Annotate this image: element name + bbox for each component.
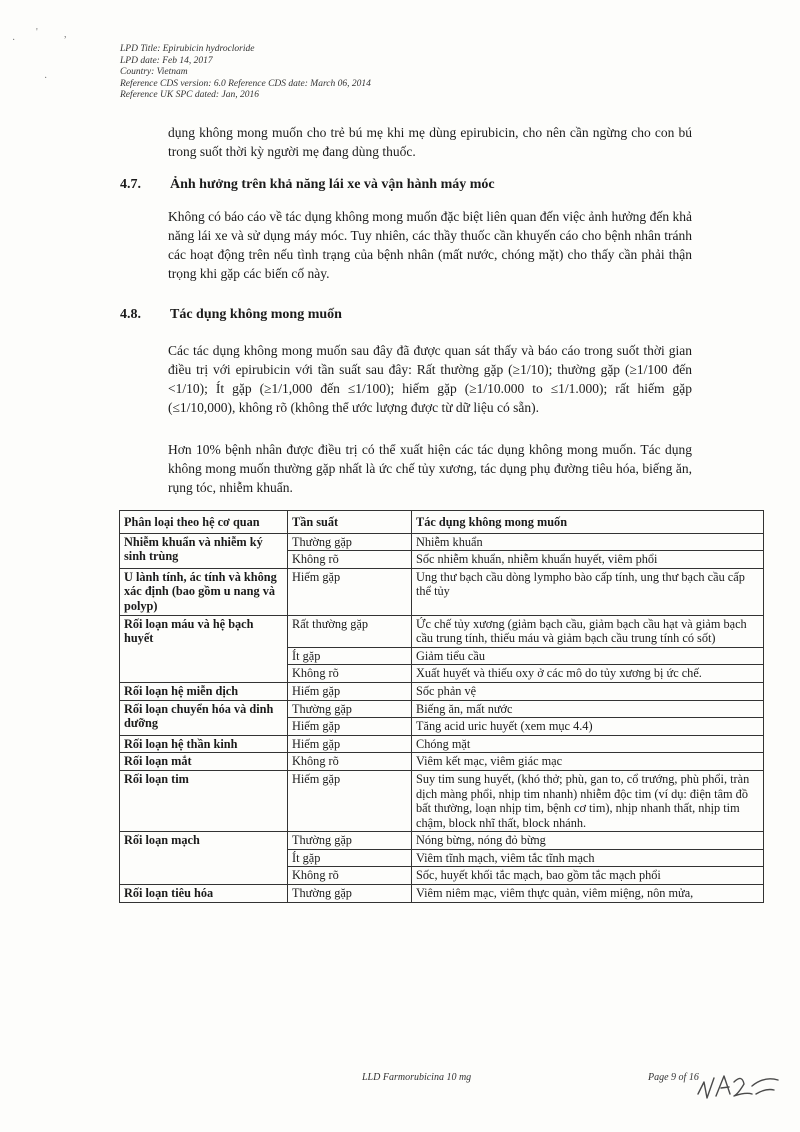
organ-class-cell: Rối loạn tiêu hóa <box>120 885 288 903</box>
organ-class-cell: Rối loạn mắt <box>120 753 288 771</box>
section-4-7-body: Không có báo cáo về tác dụng không mong muốn đặc biệt liên quan đến việc ảnh hưởng đến khả năng lái xe và sử dụng máy móc. Tuy nhiên, các thầy thuốc cần khuyến cáo cho bệnh nhân tránh các hoạt động trên nếu tình trạng của bệnh nhân (mất nước, chóng mặt) cho thấy cần phải thận trọng khi gặp các biến cố này. <box>168 209 692 281</box>
handwritten-signature-icon <box>694 1068 782 1104</box>
frequency-cell: Không rõ <box>288 665 412 683</box>
adverse-effects-table <box>119 510 764 903</box>
frequency-cell: Hiếm gặp <box>288 735 412 753</box>
header-line: Reference UK SPC dated: Jan, 2016 <box>120 90 259 100</box>
document-header <box>120 44 371 102</box>
table-row <box>120 735 764 753</box>
effect-cell: Sốc, huyết khối tắc mạch, bao gồm tắc mạch phổi <box>412 867 764 885</box>
organ-class-cell: Rối loạn hệ miễn dịch <box>120 682 288 700</box>
frequency-cell: Thường gặp <box>288 832 412 850</box>
section-number: 4.7. <box>120 177 141 192</box>
scan-mark: · <box>44 73 48 84</box>
scan-mark: · <box>12 35 16 46</box>
effect-cell: Tăng acid uric huyết (xem mục 4.4) <box>412 718 764 736</box>
table-row <box>120 533 764 551</box>
effect-cell: Sốc nhiễm khuẩn, nhiễm khuẩn huyết, viêm phổi <box>412 551 764 569</box>
section-number: 4.8. <box>120 307 141 322</box>
effect-cell: Viêm niêm mạc, viêm thực quản, viêm miệng, nôn mửa, <box>412 885 764 903</box>
organ-class-cell: Rối loạn hệ thần kinh <box>120 735 288 753</box>
frequency-cell: Hiếm gặp <box>288 770 412 831</box>
effect-cell: Viêm kết mạc, viêm giác mạc <box>412 753 764 771</box>
frequency-cell: Hiếm gặp <box>288 682 412 700</box>
table-row <box>120 885 764 903</box>
effect-cell: Giảm tiểu cầu <box>412 647 764 665</box>
section-4-8-body-2: Hơn 10% bệnh nhân được điều trị có thể xuất hiện các tác dụng không mong muốn. Tác dụng không mong muốn thường gặp nhất là ức chế tủy xương, tác dụng phụ đường tiêu hóa, biếng ăn, rụng tóc, nhiễm khuẩn. <box>168 442 692 495</box>
table-row <box>120 753 764 771</box>
section-heading-4-8 <box>120 306 342 324</box>
frequency-cell: Không rõ <box>288 753 412 771</box>
scan-mark: , <box>64 29 67 40</box>
header-line: LPD date: Feb 14, 2017 <box>120 55 213 66</box>
frequency-cell: Thường gặp <box>288 533 412 551</box>
organ-class-cell: Rối loạn mạch <box>120 832 288 885</box>
effect-cell: Viêm tĩnh mạch, viêm tắc tĩnh mạch <box>412 849 764 867</box>
frequency-cell: Thường gặp <box>288 885 412 903</box>
column-header-effect: Tác dụng không mong muốn <box>412 511 764 534</box>
effect-cell: Xuất huyết và thiếu oxy ở các mô do tủy xương bị ức chế. <box>412 665 764 683</box>
footer-page-number: Page 9 of 16 <box>648 1072 699 1083</box>
effect-cell: Suy tim sung huyết, (khó thở; phù, gan to, cổ trướng, phù phổi, tràn dịch màng phổi, nhịp tim nhanh) nhiễm độc tim (ví dụ: điện tâm đồ bất thường, loạn nhịp tim, bệnh cơ tim), nhịp nhanh thất, nhịp tim chậm, block nhĩ thất, block nhánh. <box>412 770 764 831</box>
table-row <box>120 682 764 700</box>
section-heading-4-7 <box>120 176 495 194</box>
column-header-frequency: Tần suất <box>288 511 412 534</box>
effect-cell: Nóng bừng, nóng đỏ bừng <box>412 832 764 850</box>
frequency-cell: Hiếm gặp <box>288 568 412 615</box>
table-row <box>120 832 764 850</box>
header-line: Reference CDS version: 6.0 Reference CDS date: March 06, 2014 <box>120 78 371 89</box>
frequency-cell: Ít gặp <box>288 849 412 867</box>
table-row <box>120 700 764 718</box>
frequency-cell: Rất thường gặp <box>288 615 412 647</box>
intro-paragraph: dụng không mong muốn cho trẻ bú mẹ khi mẹ dùng epirubicin, cho nên cần ngừng cho con bú trong suốt thời kỳ người mẹ đang dùng thuốc. <box>168 125 692 159</box>
section-title: Ảnh hưởng trên khả năng lái xe và vận hành máy móc <box>170 177 495 192</box>
frequency-cell: Ít gặp <box>288 647 412 665</box>
organ-class-cell: Rối loạn máu và hệ bạch huyết <box>120 615 288 682</box>
scan-mark: ' <box>36 27 38 38</box>
header-line: Country: Vietnam <box>120 67 188 77</box>
column-header-organ: Phân loại theo hệ cơ quan <box>120 511 288 534</box>
section-4-8-body-1: Các tác dụng không mong muốn sau đây đã được quan sát thấy và báo cáo trong suốt thời gian điều trị với epirubicin với tần suất sau đây: Rất thường gặp (≥1/10); thường gặp (≥1/100 đến <1/10); Ít gặp (≥1/1,000 đến ≤1/100); hiếm gặp (≥1/10.000 to ≤1/1.000); rất hiếm gặp (≤1/10,000), không rõ (không thể ước lượng được từ dữ liệu có sẵn). <box>168 343 692 415</box>
section-title: Tác dụng không mong muốn <box>170 307 342 322</box>
effect-cell: Ung thư bạch cầu dòng lympho bào cấp tính, ung thư bạch cầu cấp thể tủy <box>412 568 764 615</box>
organ-class-cell: Nhiễm khuẩn và nhiễm ký sinh trùng <box>120 533 288 568</box>
frequency-cell: Hiếm gặp <box>288 718 412 736</box>
table-row <box>120 615 764 647</box>
footer-document-name: LLD Farmorubicina 10 mg <box>362 1072 472 1083</box>
frequency-cell: Không rõ <box>288 867 412 885</box>
organ-class-cell: Rối loạn chuyển hóa và dinh dưỡng <box>120 700 288 735</box>
effect-cell: Ức chế tủy xương (giảm bạch cầu, giảm bạch cầu hạt và giảm bạch cầu trung tính, thiếu máu và giảm bạch cầu trung tính có sốt) <box>412 615 764 647</box>
effect-cell: Biếng ăn, mất nước <box>412 700 764 718</box>
frequency-cell: Không rõ <box>288 551 412 569</box>
table-header-row <box>120 511 764 534</box>
effect-cell: Sốc phản vệ <box>412 682 764 700</box>
table-row <box>120 770 764 831</box>
header-line: LPD Title: Epirubicin hydrocloride <box>120 44 255 54</box>
frequency-cell: Thường gặp <box>288 700 412 718</box>
effect-cell: Chóng mặt <box>412 735 764 753</box>
effect-cell: Nhiễm khuẩn <box>412 533 764 551</box>
table-row <box>120 568 764 615</box>
organ-class-cell: Rối loạn tim <box>120 770 288 831</box>
organ-class-cell: U lành tính, ác tính và không xác định (bao gồm u nang và polyp) <box>120 568 288 615</box>
